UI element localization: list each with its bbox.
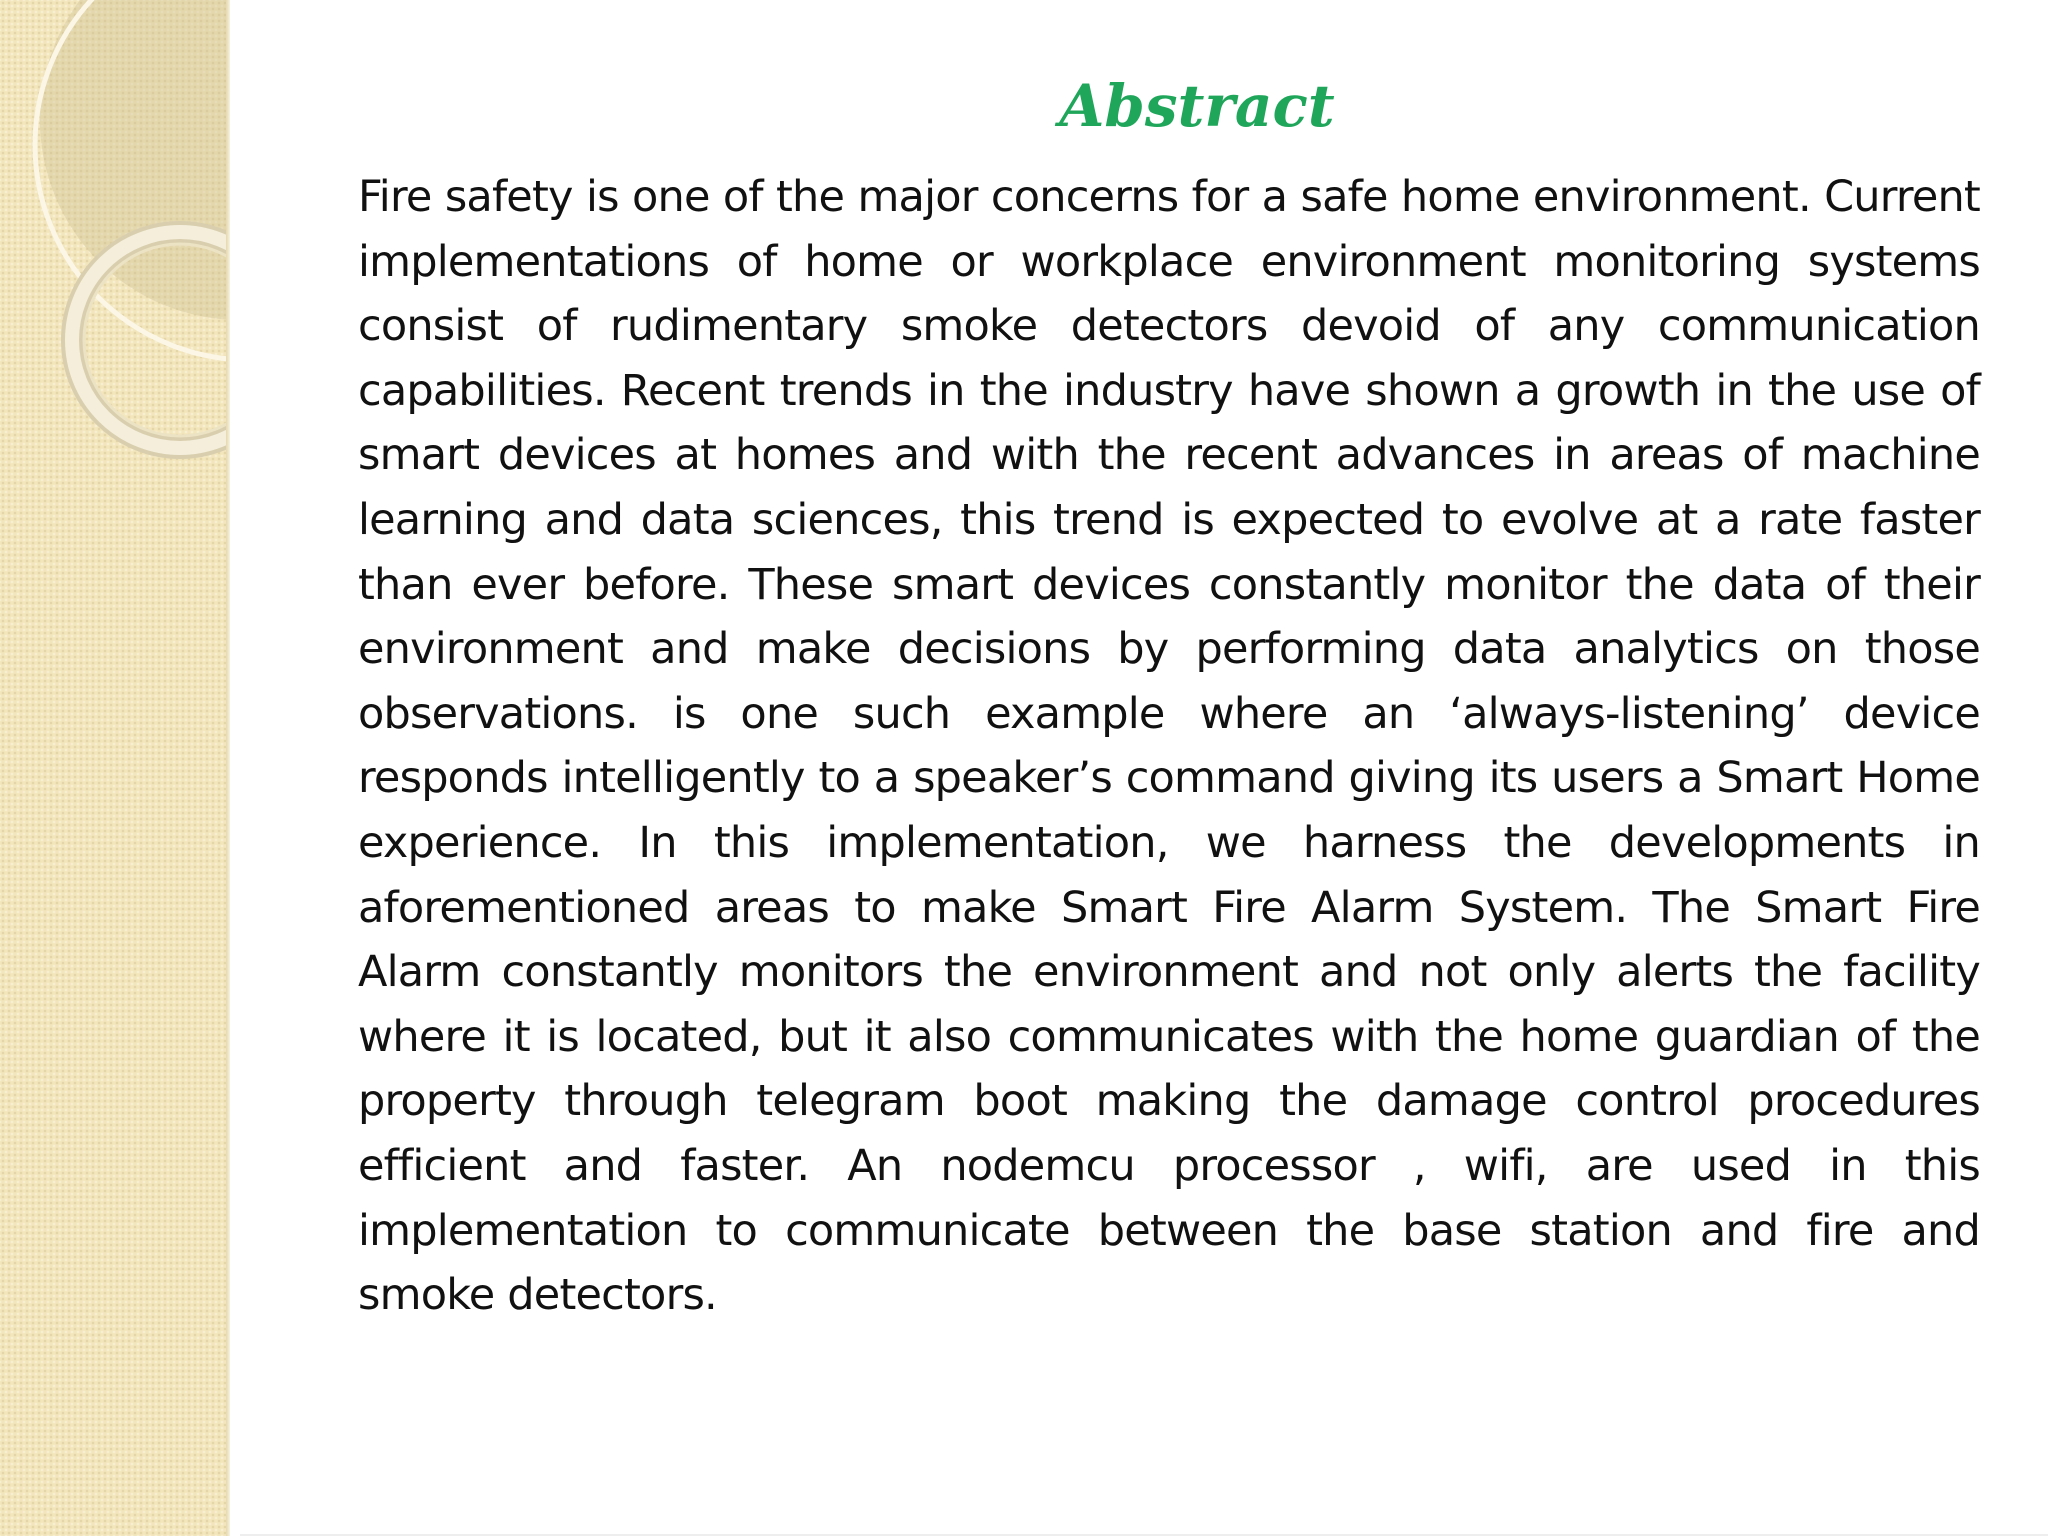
decorative-side-band xyxy=(0,0,226,1536)
side-band-edge xyxy=(226,0,230,1536)
decorative-rings-icon xyxy=(0,0,226,520)
abstract-body-text: Fire safety is one of the major concerns for a safe home environment. Current implementations of home or workplace environment monitoring systems consist of rudimentary smoke detectors devoid of any communication capabilities. Recent trends in the industry have shown a growth in the use of smart devices at homes and with the recent advances in areas of machine learning and data sciences, this trend is expected to evolve at a rate faster than ever before. These smart devices constantly monitor the data of their environment and make decisions by performing data analytics on those observations. is one such example where an ‘always-listening’ device responds intelligently to a speaker’s command giving its users a Smart Home experience. In this implementation, we harness the developments in aforementioned areas to make Smart Fire Alarm System. The Smart Fire Alarm constantly monitors the environment and not only alerts the facility where it is located, but it also communicates with the home guardian of the property through telegram boot making the damage control procedures efficient and faster. An nodemcu processor , wifi, are used in this implementation to communicate between the base station and fire and smoke detectors. xyxy=(358,172,1980,1321)
slide-title: Abstract xyxy=(1059,72,1335,140)
